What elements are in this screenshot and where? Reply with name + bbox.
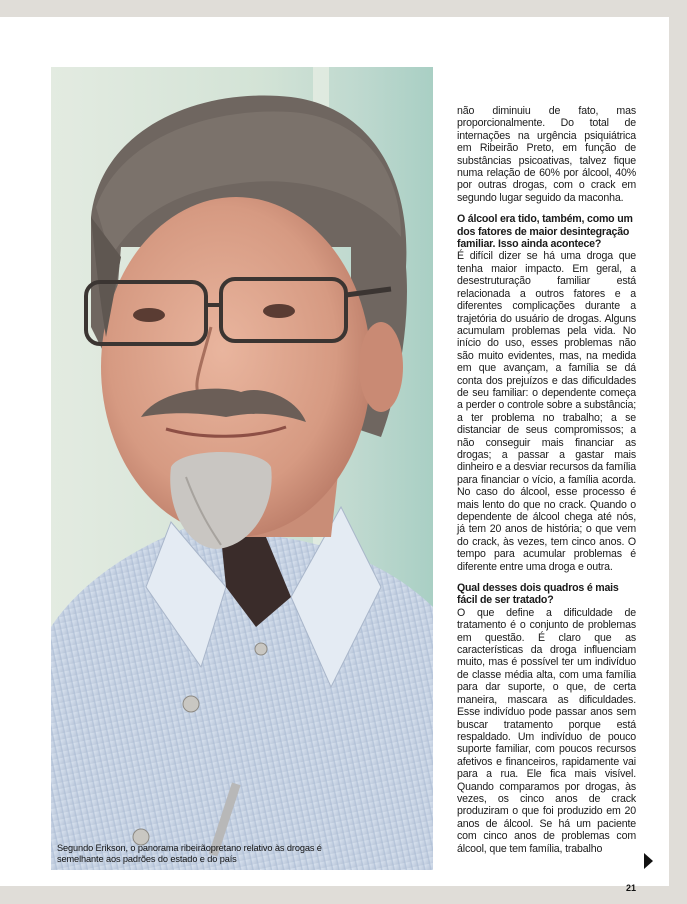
arrow-right-icon — [644, 853, 653, 869]
portrait-illustration — [51, 67, 433, 870]
photo-caption: Segundo Erikson, o panorama ribeirãopretano relativo às drogas é semelhante aos padrões do estado e do país — [57, 843, 322, 864]
article-paragraph: O que define a dificuldade de tratamento é o conjunto de problemas em questão. É claro que as características da droga influenciam muito, mas é possível ter um indivíduo de classe média alta, com uma família para dar suporte, o que, de certa maneira, mascara as dificuldades. Esse indivíduo pode passar anos sem buscar tratamento porque está respaldado. Um indivíduo de pouco suporte familiar, com poucos recursos afetivos e financeiros, rapidamente vai para a rua. Ele fica mais visível. Quando comparamos por drogas, às vezes, os cinco anos de crack produziram o que foi produzido em 20 anos de álcool. Se há um paciente com cinco anos de problemas com álcool, que tem família, trabalho — [457, 606, 636, 855]
interview-question: O álcool era tido, também, como um dos fatores de maior desintegração familiar. Isso ainda acontece? — [457, 213, 633, 251]
portrait-photo — [51, 67, 433, 870]
article-paragraph: não diminuiu de fato, mas proporcionalmente. Do total de internações na urgência psiquiátrica em Ribeirão Preto, em função de substâncias psicoativas, talvez fique numa relação de 60% por álcool, 40% por outras drogas, com o crack em segundo lugar seguido da maconha. — [457, 105, 636, 204]
article-paragraph: É difícil dizer se há uma droga que tenha maior impacto. Em geral, a desestruturação familiar está relacionada a outros fatores e a diferentes complicações durante a trajetória do usuário de drogas. Alguns acumulam problemas pela vida. No início do uso, esses problemas não são muito evidentes, mas, na medida em que avançam, a família se dá conta dos prejuízos e das dificuldades de seu familiar: o dependente começa a perder o controle sobre a substância; a ter problema no trabalho; a se distanciar de seus compromissos; a não conseguir mais financiar as drogas; a passar a gastar mais dinheiro e a desviar recursos da família para financiar o vício, a família acorda. No caso do álcool, esse processo é mais lento do que no crack. Quando o dependente de álcool chega até nós, já tem 20 anos de história; o que vem do crack, às vezes, tem cinco anos. O tempo para acumular problemas é diferente entre uma droga e outra. — [457, 250, 636, 573]
page-number: 21 — [626, 883, 637, 893]
magazine-page — [0, 17, 669, 893]
interview-question: Qual desses dois quadros é mais fácil de ser tratado? — [457, 582, 619, 607]
article-column — [457, 105, 636, 855]
